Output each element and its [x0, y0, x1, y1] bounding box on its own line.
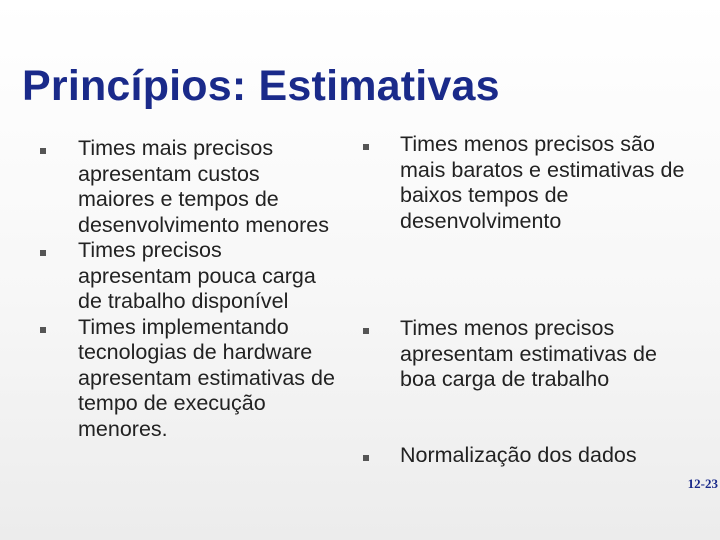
bullet-text: Times implementando tecnologias de hardware apresentam estimativas de tempo de execução menores. — [78, 314, 335, 441]
bullet-text: Times menos precisos são mais baratos e estimativas de baixos tempos de desenvolvimento — [400, 132, 685, 233]
square-bullet-icon — [363, 328, 369, 334]
square-bullet-icon — [40, 250, 46, 256]
page-number: 12-23 — [687, 476, 718, 491]
bullet-item — [40, 136, 340, 238]
square-bullet-icon — [40, 327, 46, 333]
square-bullet-icon — [40, 148, 46, 154]
bullet-item — [40, 238, 340, 315]
bullet-text: Normalização dos dados — [400, 443, 637, 467]
bullet-item — [356, 316, 686, 393]
slide-title: Princípios: Estimativas — [22, 62, 500, 110]
bullet-item — [356, 132, 686, 234]
bullet-item — [40, 315, 340, 443]
bullet-item — [356, 443, 637, 469]
bullet-text: Times mais precisos apresentam custos maiores e tempos de desenvolvimento menores — [78, 136, 329, 237]
bullet-text: Times precisos apresentam pouca carga de trabalho disponível — [78, 238, 316, 313]
left-bullet-list — [40, 136, 340, 442]
bullet-text: Times menos precisos apresentam estimativas de boa carga de trabalho — [400, 316, 657, 391]
square-bullet-icon — [363, 144, 369, 150]
square-bullet-icon — [363, 455, 369, 461]
